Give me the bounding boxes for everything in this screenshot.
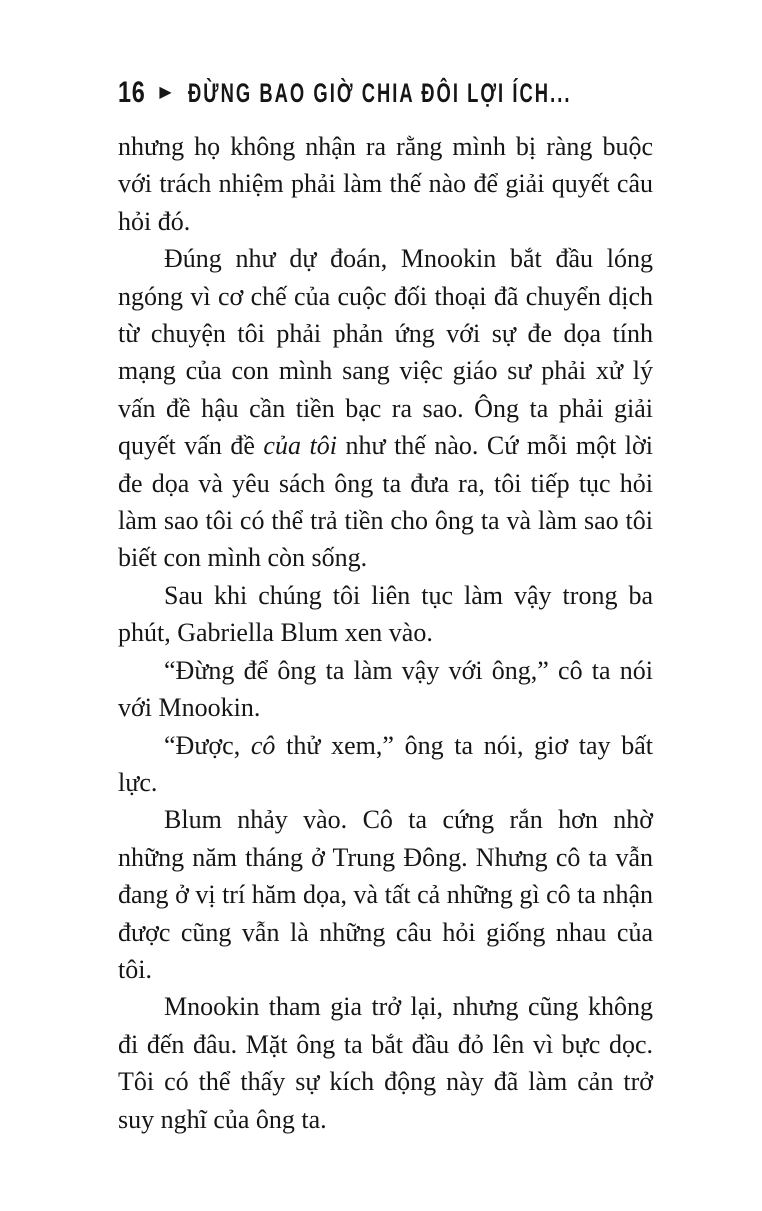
text-run: Mnookin tham gia trở lại, nhưng cũng không đi đến đâu. Mặt ông ta bắt đầu đỏ lên vì bực dọc. Tôi có thể thấy sự kích động này đã làm cản trở suy nghĩ của ông ta.	[118, 992, 653, 1134]
text-run: nhưng họ không nhận ra rằng mình bị ràng buộc với trách nhiệm phải làm thế nào để giải quyết câu hỏi đó.	[118, 132, 653, 236]
paragraph-2	[118, 240, 653, 577]
italic-text-run: cô	[250, 730, 276, 760]
paragraph-6	[118, 801, 653, 988]
running-title: ĐỪNG BAO GIỜ CHIA ĐÔI LỢI ÍCH...	[187, 77, 572, 108]
text-run: Đúng như dự đoán, Mnookin bắt đầu lóng ngóng vì cơ chế của cuộc đối thoại đã chuyển dịch từ chuyện tôi phải phản ứng với sự đe dọa tính mạng của con mình sang việc giáo sư phải xử lý vấn đề hậu cần tiền bạc ra sao. Ông ta phải giải quyết vấn đề	[118, 244, 653, 461]
text-run: Blum nhảy vào. Cô ta cứng rắn hơn nhờ những năm tháng ở Trung Đông. Nhưng cô ta vẫn đang ở vị trí hăm dọa, và tất cả những gì cô ta nhận được cũng vẫn là những câu hỏi giống nhau của tôi.	[118, 805, 653, 984]
right-triangle-icon: ▶	[159, 84, 172, 101]
text-run: “Được,	[164, 730, 251, 760]
paragraph-4	[118, 652, 653, 727]
page-number: 16	[118, 76, 146, 109]
text-run: Sau khi chúng tôi liên tục làm vậy trong ba phút, Gabriella Blum xen vào.	[118, 580, 653, 648]
paragraph-7	[118, 988, 653, 1138]
text-run: thử xem,” ông ta nói, giơ tay bất lực.	[118, 730, 654, 797]
page-body	[118, 128, 653, 1138]
text-run: như thế nào. Cứ mỗi một lời đe dọa và yêu sách ông ta đưa ra, tôi tiếp tục hỏi làm sao tôi có thể trả tiền cho ông ta và làm sao tôi biết con mình còn sống.	[118, 431, 654, 573]
paragraph-5	[118, 727, 653, 802]
page-header	[118, 76, 752, 110]
paragraph-1	[118, 128, 653, 240]
paragraph-3	[118, 577, 653, 652]
text-run: “Đừng để ông ta làm vậy với ông,” cô ta nói với Mnookin.	[118, 655, 653, 723]
italic-text-run: của tôi	[263, 431, 337, 461]
